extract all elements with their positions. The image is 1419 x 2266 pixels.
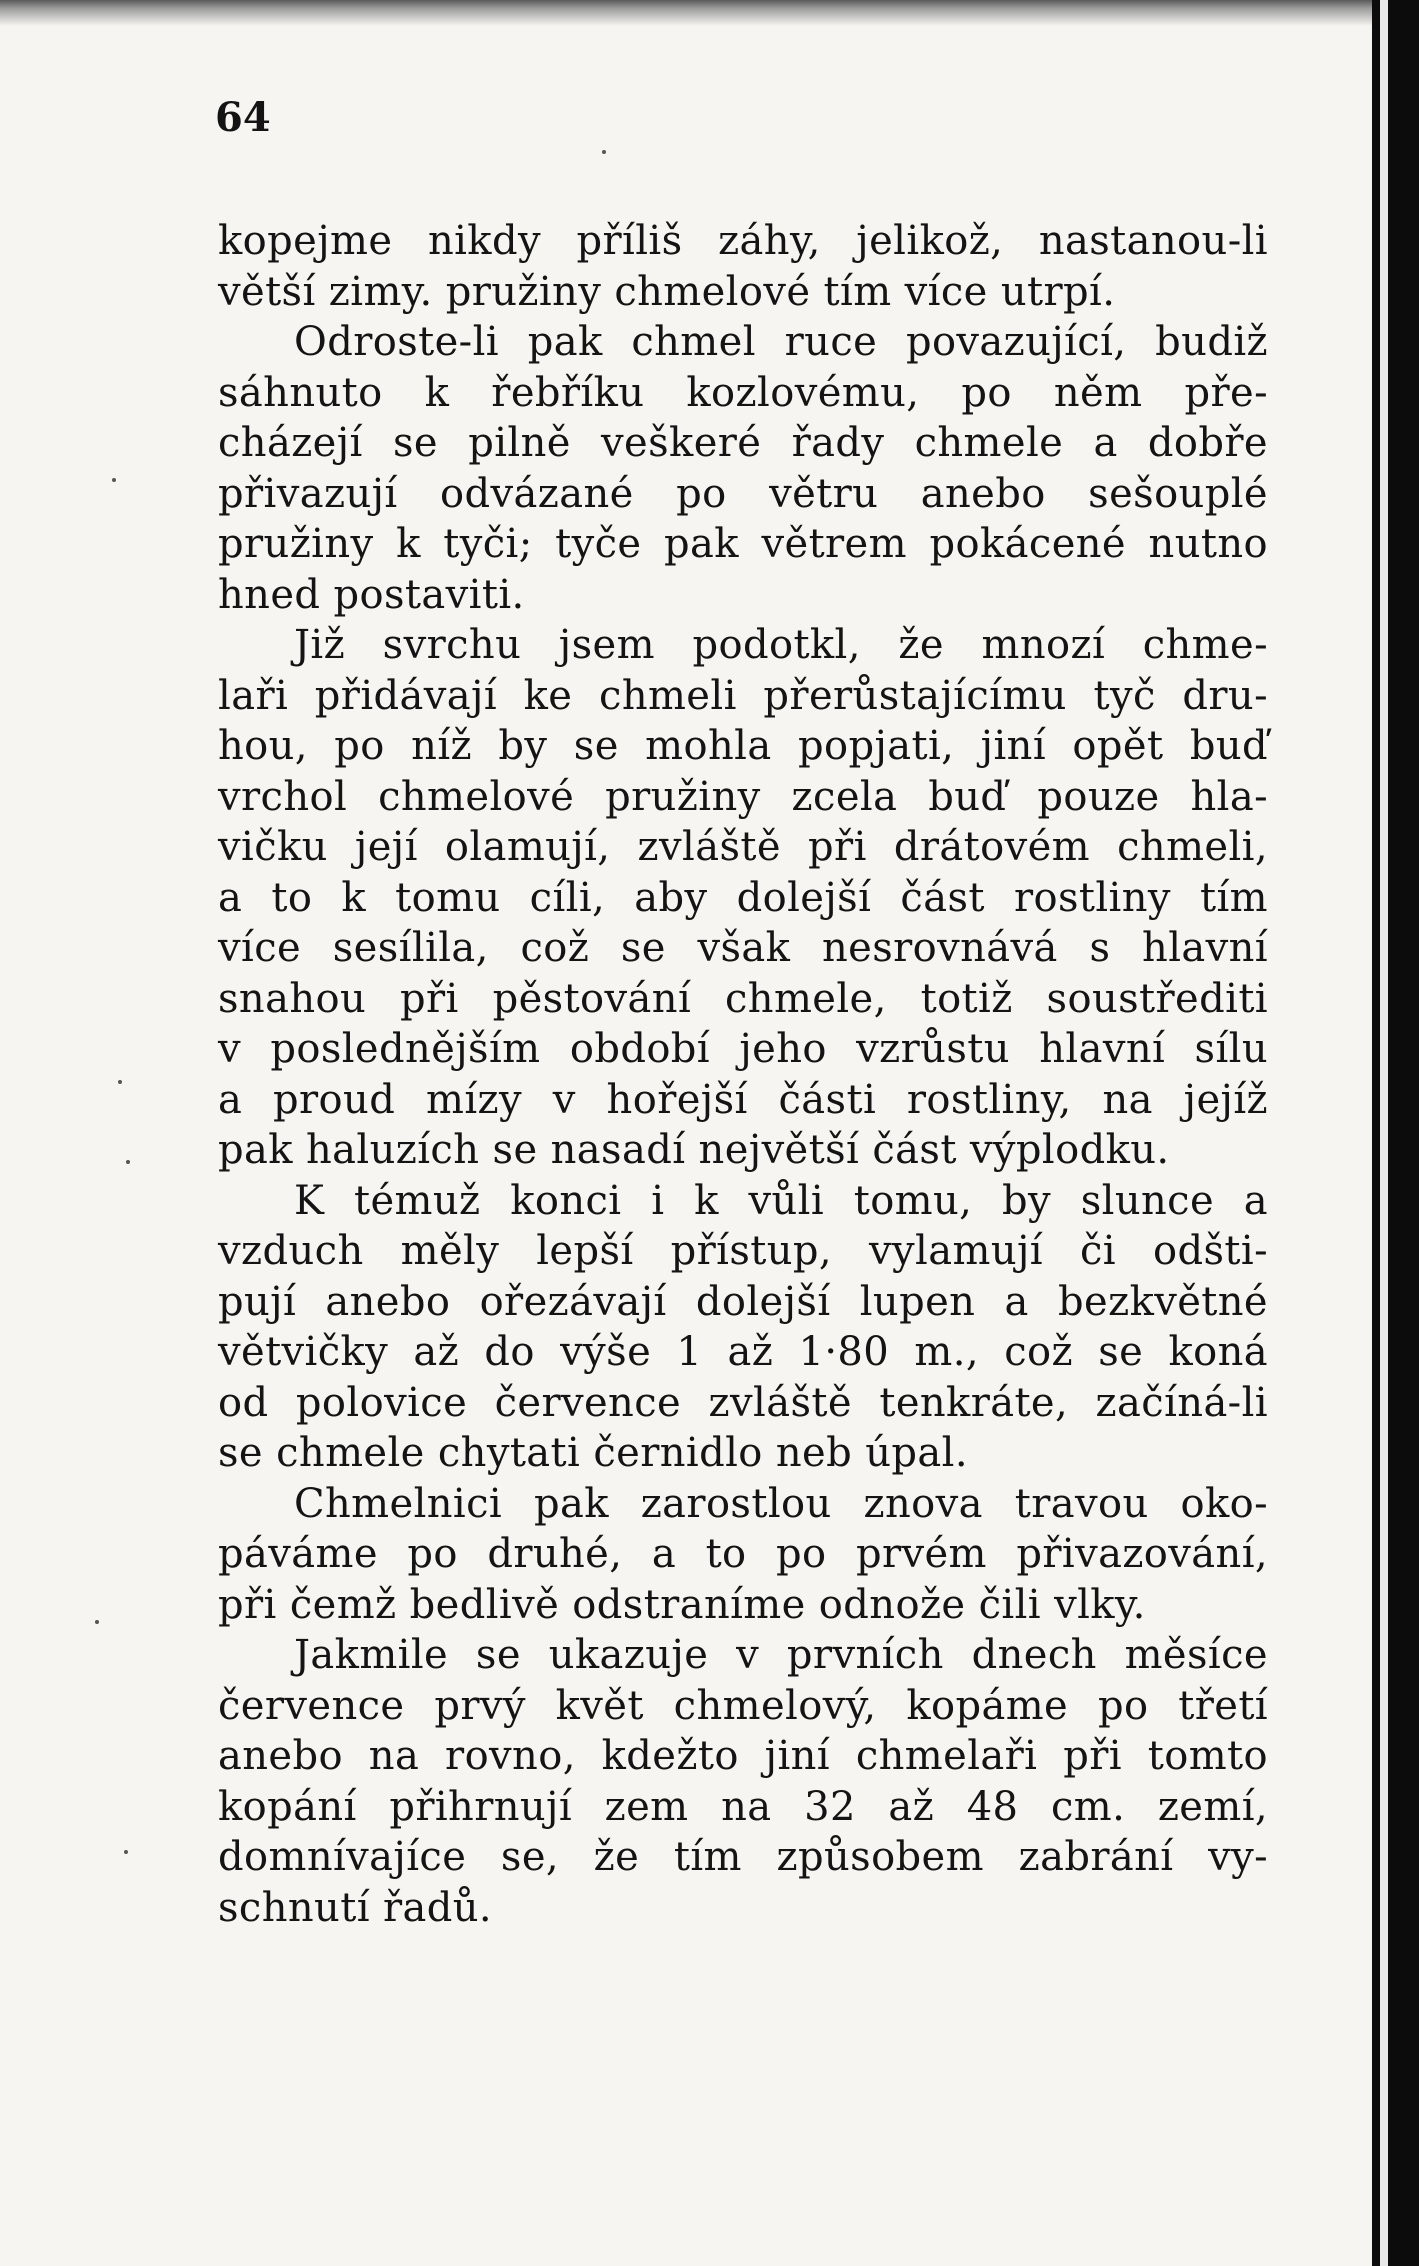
text-line: a to k tomu cíli, aby dolejší část rostliny tím [218, 874, 1268, 921]
text-line: Jakmile se ukazuje v prvních dnech měsíce [294, 1632, 1268, 1678]
text-line: Odroste-li pak chmel ruce povazující, budiž [294, 319, 1268, 365]
body-text [218, 216, 1268, 1933]
paper-speck [118, 1080, 122, 1084]
paper-speck [126, 1160, 130, 1164]
text-line: při čemž bedlivě odstraníme odnože čili vlky. [218, 1581, 1146, 1628]
text-line: od polovice července zvláště tenkráte, začíná-li [218, 1379, 1268, 1426]
text-line: sáhnuto k řebříku kozlovému, po něm pře- [218, 369, 1268, 416]
paper-speck [95, 1620, 99, 1624]
paper-speck [602, 150, 606, 154]
text-line: Chmelnici pak zarostlou znova travou oko- [294, 1480, 1268, 1527]
text-line: páváme po druhé, a to po prvém přivazování, [218, 1531, 1268, 1577]
text-line: Již svrchu jsem podotkl, že mnozí chme- [294, 622, 1268, 668]
text-line: v poslednějším období jeho vzrůstu hlavní sílu [218, 1026, 1268, 1072]
text-line: pak haluzích se nasadí největší část výplodku. [218, 1127, 1170, 1173]
text-line: schnutí řadů. [218, 1884, 493, 1931]
text-line: hou, po níž by se mohla popjati, jiní opět buď [218, 723, 1268, 769]
text-line: anebo na rovno, kdežto jiní chmelaři při tomto [218, 1733, 1268, 1779]
text-line: pují anebo ořezávají dolejší lupen a bezkvětné [218, 1278, 1268, 1325]
text-line: se chmele chytati černidlo neb úpal. [218, 1430, 968, 1476]
right-page-edge-gap [1380, 0, 1388, 2266]
text-line: vrchol chmelové pružiny zcela buď pouze hla- [218, 773, 1268, 820]
text-line: přivazují odvázané po větru anebo sešouplé [218, 470, 1268, 517]
top-page-edge [0, 0, 1419, 26]
text-line: pružiny k tyči; tyče pak větrem pokácené nutno [218, 521, 1268, 567]
text-line: K témuž konci i k vůli tomu, by slunce a [294, 1177, 1268, 1224]
text-line: kopejme nikdy příliš záhy, jelikož, nastanou-li [218, 218, 1268, 264]
paper-speck [124, 1850, 128, 1854]
text-line: cházejí se pilně veškeré řady chmele a dobře [218, 420, 1268, 466]
text-line: větvičky až do výše 1 až 1·80 m., což se koná [218, 1329, 1268, 1375]
text-line: vzduch měly lepší přístup, vylamují či odšti- [218, 1228, 1268, 1274]
text-line: a proud mízy v hořejší části rostliny, na jejíž [218, 1076, 1268, 1123]
text-line: kopání přihrnují zem na 32 až 48 cm. zemí, [218, 1783, 1268, 1830]
text-line: větší zimy. pružiny chmelové tím více utrpí. [218, 268, 1116, 315]
text-line: snahou při pěstování chmele, totiž soustřediti [218, 975, 1268, 1022]
text-line: více sesílila, což se však nesrovnává s hlavní [218, 925, 1268, 971]
text-line: hned postaviti. [218, 571, 525, 618]
paper-speck [112, 478, 116, 482]
page-number: 64 [215, 94, 271, 141]
text-line: domnívajíce se, že tím způsobem zabrání vy- [218, 1834, 1268, 1880]
text-line: července prvý květ chmelový, kopáme po třetí [218, 1682, 1268, 1729]
text-line: laři přidávají ke chmeli přerůstajícímu tyč dru- [218, 672, 1268, 719]
text-line: vičku její olamují, zvláště při drátovém chmeli, [218, 824, 1268, 870]
